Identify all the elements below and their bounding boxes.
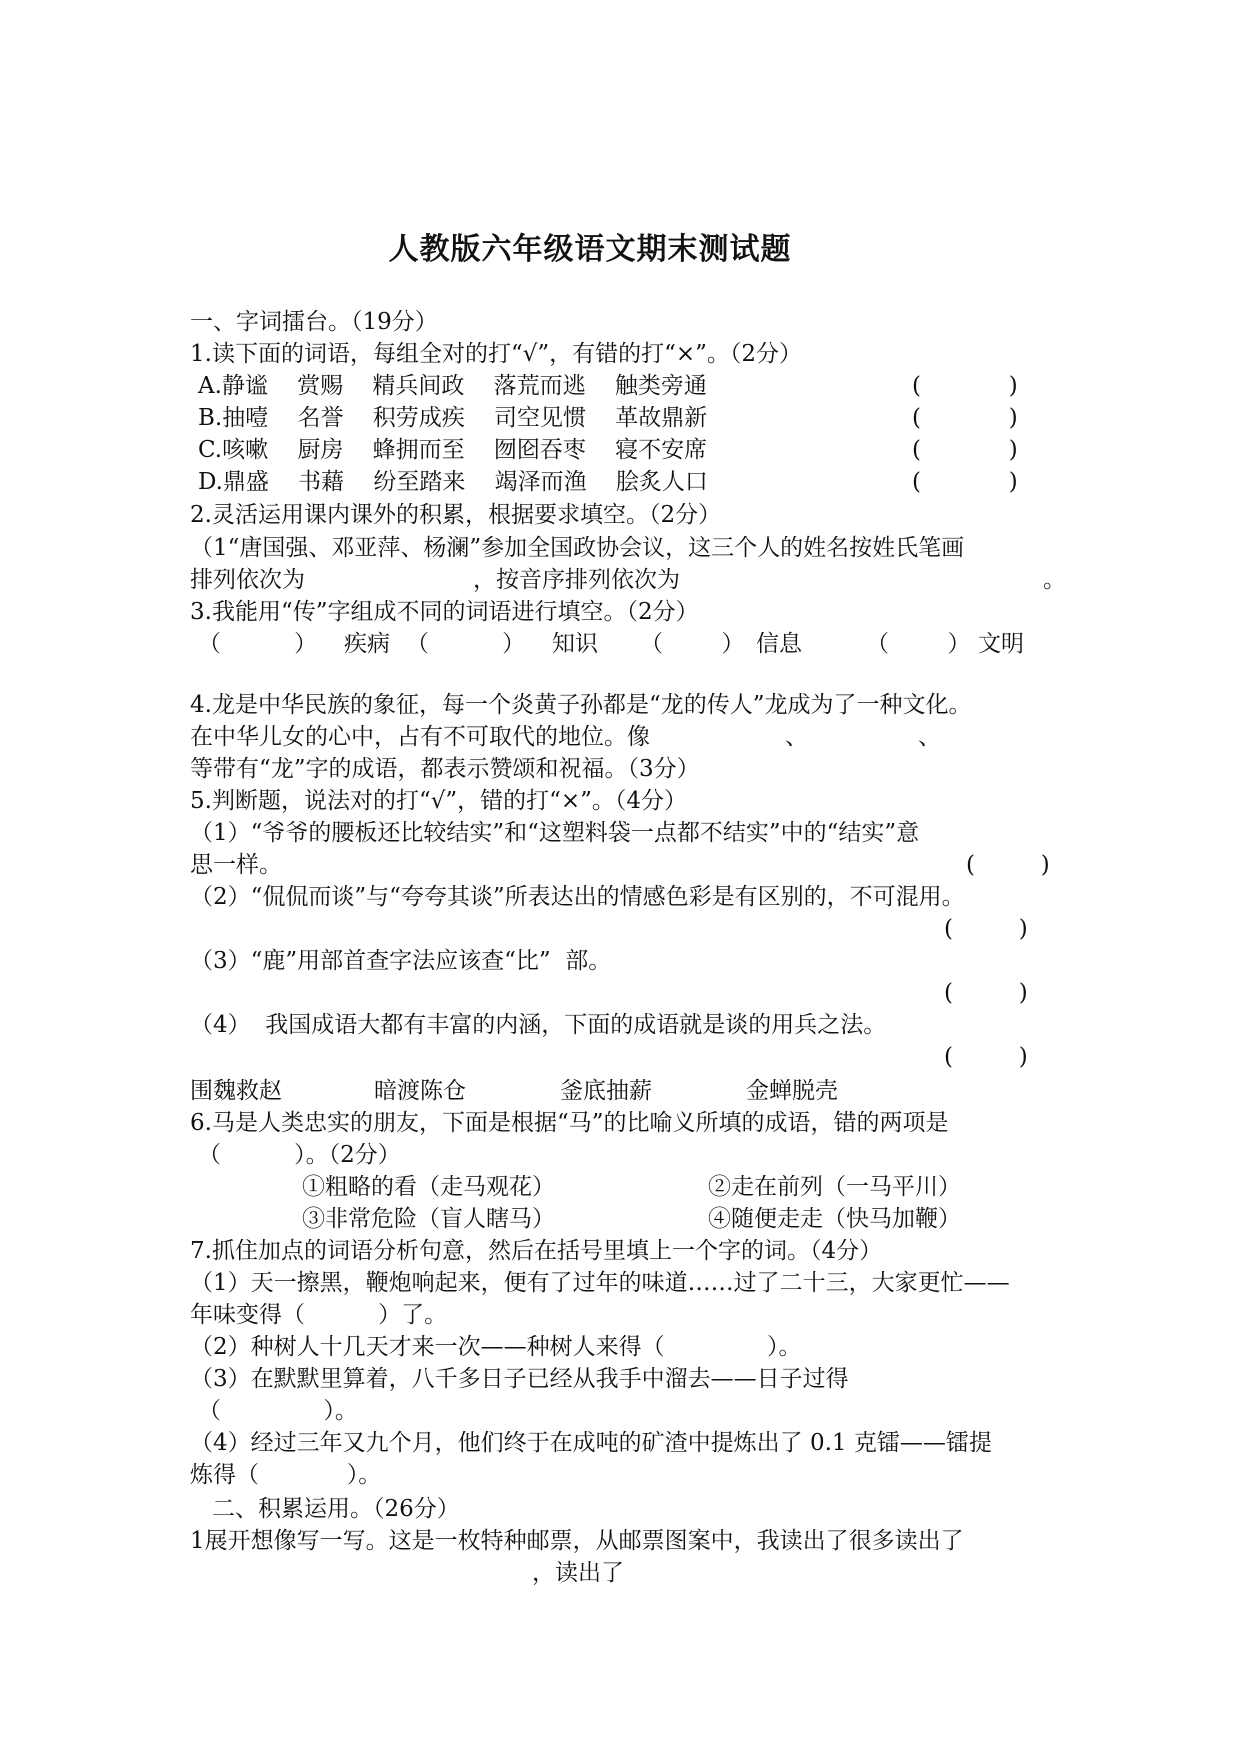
q4-sep-1: 、 [785,724,808,750]
q1-row-b-answer: ( ) [912,405,1018,431]
q3-blank-3: （ ） [640,631,745,657]
q2-line-2a: 排列依次为 [190,567,305,593]
q5-item-1a: （1）“爷爷的腰板还比较结实”和“这塑料袋一点都不结实”中的“结实”意 [190,820,920,846]
q1-stem: 1.读下面的词语，每组全对的打“√”，有错的打“×”。（2分） [190,341,803,367]
q5-item-4: （4） 我国成语大都有丰富的内涵，下面的成语就是谈的用兵之法。 [190,1012,887,1038]
q4-line-1: 4.龙是中华民族的象征，每一个炎黄子孙都是“龙的传人”龙成为了一种文化。 [190,692,972,718]
q6-option-3: ③非常危险（盲人瞎马） [302,1206,555,1232]
q3-blank-2: （ ） [406,631,526,657]
q3-word-3: 信息 [756,631,802,657]
q3-word-1: 疾病 [344,631,390,657]
q5-item-2: （2）“侃侃而谈”与“夸夸其谈”所表达出的情感色彩是有区别的，不可混用。 [190,884,965,910]
q5-item-1-answer: ( ) [966,852,1050,878]
q7-item-3a: （3）在默默里算着，八千多日子已经从我手中溜去——日子过得 [190,1366,849,1392]
q5-item-4-answer: ( ) [944,1044,1028,1070]
q7-item-4a: （4）经过三年又九个月，他们终于在成吨的矿渣中提炼出了 0.1 克镭——镭提 [190,1430,992,1456]
q1-row-c: C.咳嗽 厨房 蜂拥而至 囫囵吞枣 寝不安席 [198,437,708,463]
q1-row-d-answer: ( ) [912,469,1018,495]
q7-item-2: （2）种树人十几天才来一次——种树人来得（ ）。 [190,1334,802,1360]
q5-idiom-2: 暗渡陈仓 [374,1078,466,1104]
q6-option-4: ④随便走走（快马加鞭） [708,1206,961,1232]
q3-stem: 3.我能用“传”字组成不同的词语进行填空。（2分） [190,599,699,625]
section-1-heading: 一、字词擂台。（19分） [190,309,438,335]
q1-row-a-answer: ( ) [912,373,1018,399]
q3-blank-1: （ ） [198,631,318,657]
s2-q1-line-2: ，读出了 [532,1560,624,1586]
section-2-heading: 二、积累运用。（26分） [212,1496,460,1522]
q7-item-4b: 炼得（ ）。 [190,1462,382,1488]
q4-sep-2: 、 [918,724,941,750]
q2-line-2b: ，按音序排列依次为 [473,567,680,593]
q7-item-1b: 年味变得（ ）了。 [190,1302,448,1328]
q1-row-c-answer: ( ) [912,437,1018,463]
q7-item-3b: （ ）。 [198,1398,358,1424]
q1-row-a: A.静谧 赏赐 精兵间政 落荒而逃 触类旁通 [198,373,707,399]
q4-line-2: 在中华儿女的心中，占有不可取代的地位。像 [190,724,650,750]
q5-item-3: （3）“鹿”用部首查字法应该查“比” 部。 [190,948,612,974]
q5-item-3-answer: ( ) [944,980,1028,1006]
q5-idiom-3: 釜底抽薪 [560,1078,652,1104]
q6-stem-2: （ ）。（2分） [198,1142,401,1168]
page-title: 人教版六年级语文期末测试题 [388,232,792,267]
q5-stem: 5.判断题，说法对的打“√”，错的打“×”。（4分） [190,788,688,814]
q2-line-1: （1“唐国强、邓亚萍、杨澜”参加全国政协会议，这三个人的姓名按姓氏笔画 [190,535,965,561]
q3-blank-4: （ ） [866,631,971,657]
q5-idiom-4: 金蝉脱壳 [746,1078,838,1104]
q1-row-b: B.抽噎 名誉 积劳成疾 司空见惯 革故鼎新 [198,405,708,431]
q3-word-4: 文明 [978,631,1024,657]
q5-idiom-1: 围魏救赵 [190,1078,282,1104]
q4-line-3: 等带有“龙”字的成语，都表示赞颂和祝福。（3分） [190,756,700,782]
q7-stem: 7.抓住加点的词语分析句意，然后在括号里填上一个字的词。（4分） [190,1238,883,1264]
q6-option-2: ②走在前列（一马平川） [708,1174,961,1200]
q6-option-1: ①粗略的看（走马观花） [302,1174,555,1200]
q1-row-d: D.鼎盛 书藉 纷至踏来 竭泽而渔 脍炙人口 [198,469,708,495]
q6-stem: 6.马是人类忠实的朋友，下面是根据“马”的比喻义所填的成语，错的两项是 [190,1110,949,1136]
q2-line-2c: 。 [1043,567,1066,593]
q7-item-1a: （1）天一擦黑，鞭炮响起来，便有了过年的味道……过了二十三，大家更忙—— [190,1270,1010,1296]
q5-item-2-answer: ( ) [944,916,1028,942]
q3-word-2: 知识 [552,631,598,657]
q5-item-1b: 思一样。 [190,852,282,878]
s2-q1-line-1: 1展开想像写一写。这是一枚特种邮票，从邮票图案中，我读出了很多读出了 [190,1528,964,1554]
q2-stem: 2.灵活运用课内课外的积累，根据要求填空。（2分） [190,502,722,528]
